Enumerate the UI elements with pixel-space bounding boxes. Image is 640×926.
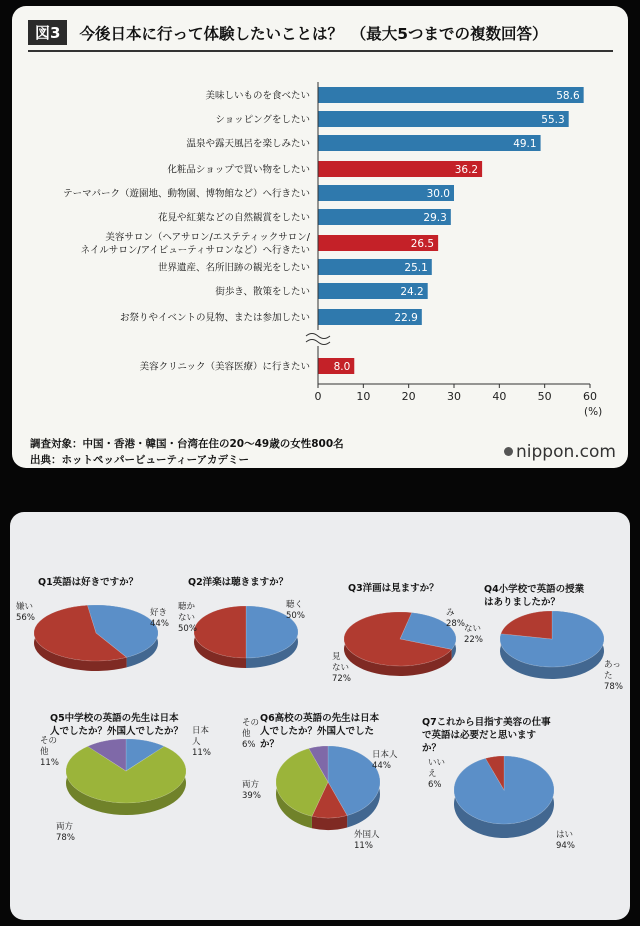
brand-dot-icon [504, 447, 513, 456]
category-label-9: お祭りやイベントの見物、または参加したい [119, 312, 310, 324]
brand-text: nippon.com [516, 442, 616, 462]
category-label-5: 花見や紅葉などの自然観賞をしたい [157, 212, 310, 224]
pie-title-q2: Q2洋楽は聴きますか？ [188, 577, 289, 588]
bar-chart-panel [12, 6, 628, 468]
category-label-10: 美容クリニック（美容医療）に行きたい [139, 361, 310, 373]
bar-value-label-5: 29.3 [423, 212, 447, 224]
bar-1 [318, 111, 569, 127]
pie-chart-q1 [29, 600, 163, 676]
category-label-0: 美味しいものを食べたい [205, 90, 310, 102]
bar-value-label-0: 58.6 [556, 90, 580, 102]
x-tick-label-0: 0 [314, 390, 322, 403]
bar-value-label-7: 25.1 [404, 262, 428, 274]
bar-chart [12, 6, 628, 468]
bar-value-label-6: 26.5 [410, 238, 435, 250]
pie-slice-label-q6-1: 外国人 11% [354, 830, 380, 851]
pie-slice-q4-1 [501, 611, 552, 639]
pie-title-q7: Q7これから目指す美容の仕事 で英語は必要だと思います か？ [422, 717, 551, 754]
brand-logo [504, 442, 616, 462]
bar-value-label-8: 24.2 [400, 286, 424, 298]
category-label-1: ショッピングをしたい [215, 114, 310, 126]
pie-slice-label-q6-0: 日本人 44% [372, 750, 398, 771]
pie-slice-label-q7-1: いい え 6% [428, 758, 446, 790]
category-label-6: 美容サロン（ヘアサロン/エステティックサロン/ [105, 232, 310, 243]
x-axis-unit: (%) [584, 406, 603, 418]
category-label-7: 世界遺産、名所旧跡の観光をしたい [157, 262, 310, 274]
pie-slice-label-q3-1: 見 ない 72% [332, 652, 351, 684]
category-label-6: ネイルサロン/アイビューティサロンなど）へ行きたい [80, 245, 310, 256]
x-tick-label-60: 60 [583, 390, 597, 403]
pie-slice-label-q5-1: 両方 78% [56, 822, 75, 843]
pie-title-q4: Q4小学校で英語の授業 はありましたか？ [484, 584, 585, 608]
axis-break-mark-1 [306, 334, 330, 339]
pie-slice-label-q4-0: あっ た 78% [604, 660, 623, 692]
x-tick-label-20: 20 [401, 390, 416, 403]
figure-label: 図3 [28, 20, 67, 45]
pie-chart-q3 [339, 607, 461, 681]
source-note: 出典：ホットペッパービューティーアカデミー [30, 454, 250, 466]
axis-break-mark-2 [306, 340, 330, 345]
pie-title-q5: Q5中学校の英語の先生は日本 人でしたか？外国人でしたか？ [50, 713, 184, 737]
pie-slice-label-q3-0: み 28% [446, 608, 465, 629]
x-tick-label-30: 30 [447, 390, 461, 403]
category-label-2: 温泉や露天風呂を楽しみたい [186, 138, 310, 150]
pie-title-q3: Q3洋画は見ますか？ [348, 583, 439, 594]
category-label-3: 化粧品ショップで買い物をしたい [167, 164, 310, 176]
pie-slice-label-q7-0: はい 94% [556, 830, 575, 851]
pie-chart-q6 [271, 741, 385, 835]
bar-2 [318, 135, 541, 151]
bar-0 [318, 87, 584, 103]
pie-chart-q4 [495, 606, 609, 684]
bar-value-label-1: 55.3 [541, 114, 565, 126]
pie-slice-label-q2-1: 聴か ない 50% [178, 602, 197, 634]
x-tick-label-10: 10 [356, 390, 371, 403]
bar-value-label-9: 22.9 [394, 312, 418, 324]
bar-value-label-4: 30.0 [426, 188, 450, 200]
x-tick-label-40: 40 [492, 390, 507, 403]
chart-title: 今後日本に行って体験したいことは？ （最大5つまでの複数回答） [79, 24, 548, 43]
pie-slice-label-q2-0: 聴く 50% [286, 600, 305, 621]
pie-slice-label-q6-3: その 他 6% [242, 718, 260, 750]
pie-slice-label-q6-2: 両方 39% [242, 780, 261, 801]
bar-value-label-10: 8.0 [333, 361, 351, 373]
survey-note: 調査対象：中国・香港・韓国・台湾在住の20～49歳の女性800名 [30, 438, 344, 450]
pie-slice-label-q5-0: 日本 人 11% [192, 726, 211, 758]
pie-charts-panel [10, 512, 630, 920]
pie-slice-label-q4-1: ない 22% [464, 624, 483, 645]
pie-chart-q5 [61, 734, 191, 820]
pie-title-q6: Q6高校の英語の先生は日本 人でしたか？外国人でした か？ [260, 713, 380, 750]
pie-slice-label-q1-0: 好き 44% [150, 608, 169, 629]
pie-slice-label-q5-2: その 他 11% [40, 736, 59, 768]
pie-title-q1: Q1英語は好きですか？ [38, 577, 139, 588]
bar-value-label-3: 36.2 [454, 164, 479, 176]
category-label-8: 街歩き、散策をしたい [215, 286, 310, 298]
pie-chart-q7 [449, 751, 559, 843]
x-tick-label-50: 50 [537, 390, 552, 403]
pie-slice-label-q1-1: 嫌い 56% [16, 602, 35, 623]
category-label-4: テーマパーク（遊園地、動物園、博物館など）へ行きたい [63, 188, 310, 200]
bar-value-label-2: 49.1 [513, 138, 537, 150]
